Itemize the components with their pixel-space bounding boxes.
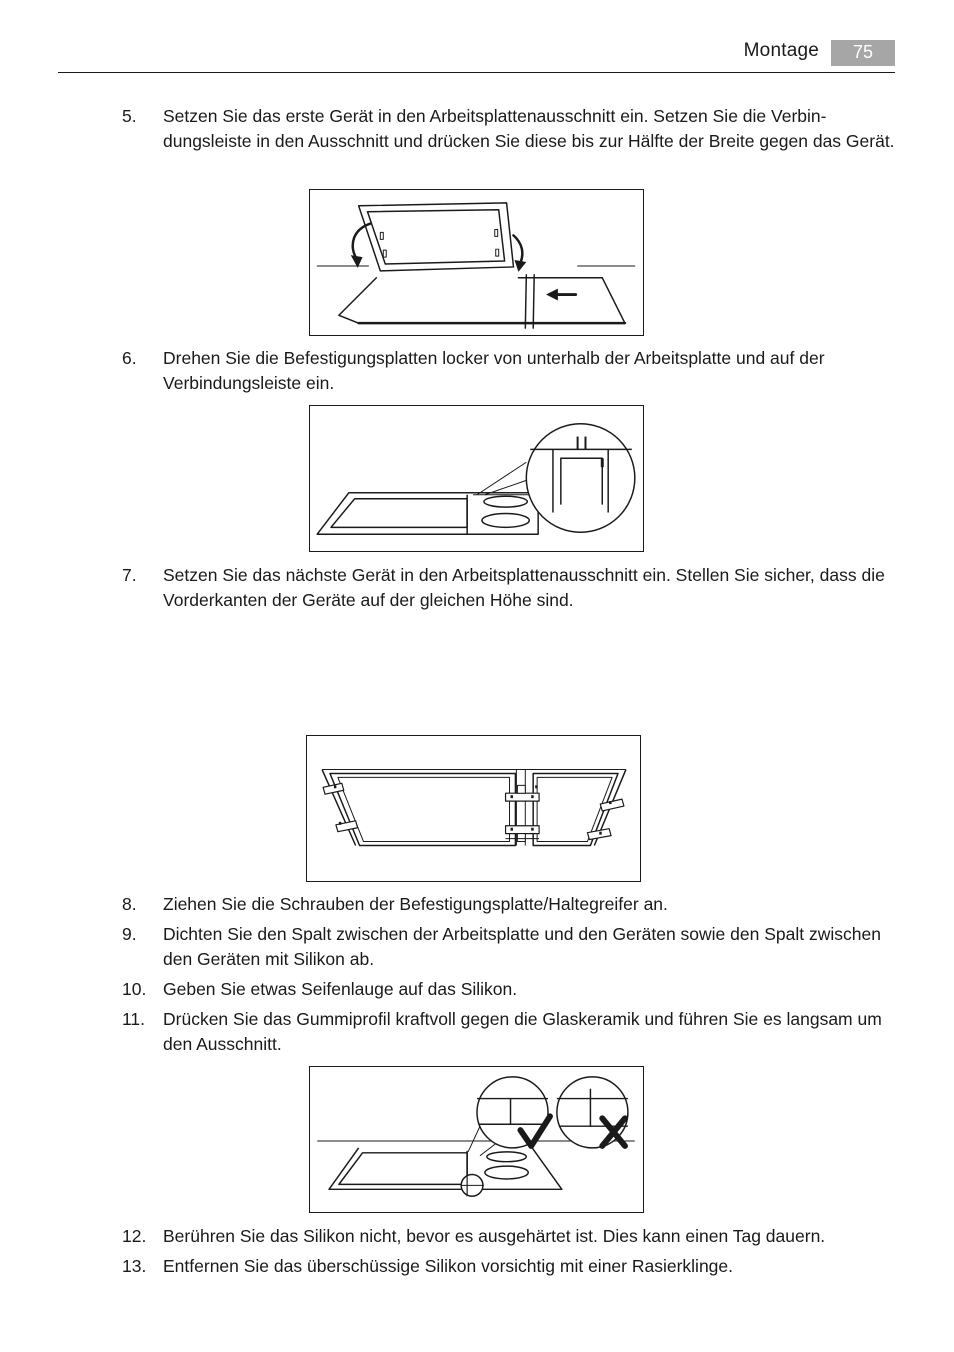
step-number: 7. [122,565,137,585]
step-text: Drücken Sie das Gummiprofil kraftvoll gegen die Glaskeramik und führen Sie es langsam um den Ausschnitt. [163,1009,882,1054]
section-title: Montage [743,40,819,61]
align-appliances-illustration [307,736,640,881]
step-text: Berühren Sie das Silikon nicht, bevor es ausgehärtet ist. Dies kann einen Tag dauern. [163,1226,826,1246]
step-number: 11. [122,1009,146,1029]
step-text: Geben Sie etwas Seifenlauge auf das Silikon. [163,979,518,999]
step-text: Ziehen Sie die Schrauben der Befestigungsplatte/Haltegreifer an. [163,894,668,914]
step-number: 12. [122,1226,147,1246]
step-text: Setzen Sie das nächste Gerät in den Arbeitsplattenausschnitt ein. Stellen Sie sicher, dass die Vorderkanten der Geräte auf der gleichen Höhe sind. [163,565,885,610]
step-text: Entfernen Sie das überschüssige Silikon vorsichtig mit einer Rasierklinge. [163,1256,733,1276]
figure-align-appliances [306,735,641,882]
figure-insert-first-appliance [309,189,644,336]
fixing-plates-illustration [310,406,643,551]
step-text: Drehen Sie die Befestigungsplatten locker von unterhalb der Arbeitsplatte und auf der Verbindungsleiste ein. [163,348,825,393]
figure-fixing-plates [309,405,644,552]
step-text: Dichten Sie den Spalt zwischen der Arbeitsplatte und den Geräten sowie den Spalt zwischen den Geräten mit Silikon ab. [163,924,881,969]
step-number: 9. [122,924,137,944]
insert-appliance-illustration [310,190,643,335]
step-number: 10. [122,979,147,999]
step-number: 13. [122,1256,147,1276]
rubber-profile-illustration [310,1067,643,1212]
figure-rubber-profile [309,1066,644,1213]
step-number: 6. [122,348,137,368]
step-number: 5. [122,106,137,126]
step-number: 8. [122,894,137,914]
step-text: Setzen Sie das erste Gerät in den Arbeitsplattenausschnitt ein. Setzen Sie die Verbindungsleiste in den Ausschnitt und drücken Sie diese bis zur Hälfte der Breite gegen das Gerät. [163,106,895,151]
page-header [58,38,895,73]
page-number: 75 [831,40,895,66]
